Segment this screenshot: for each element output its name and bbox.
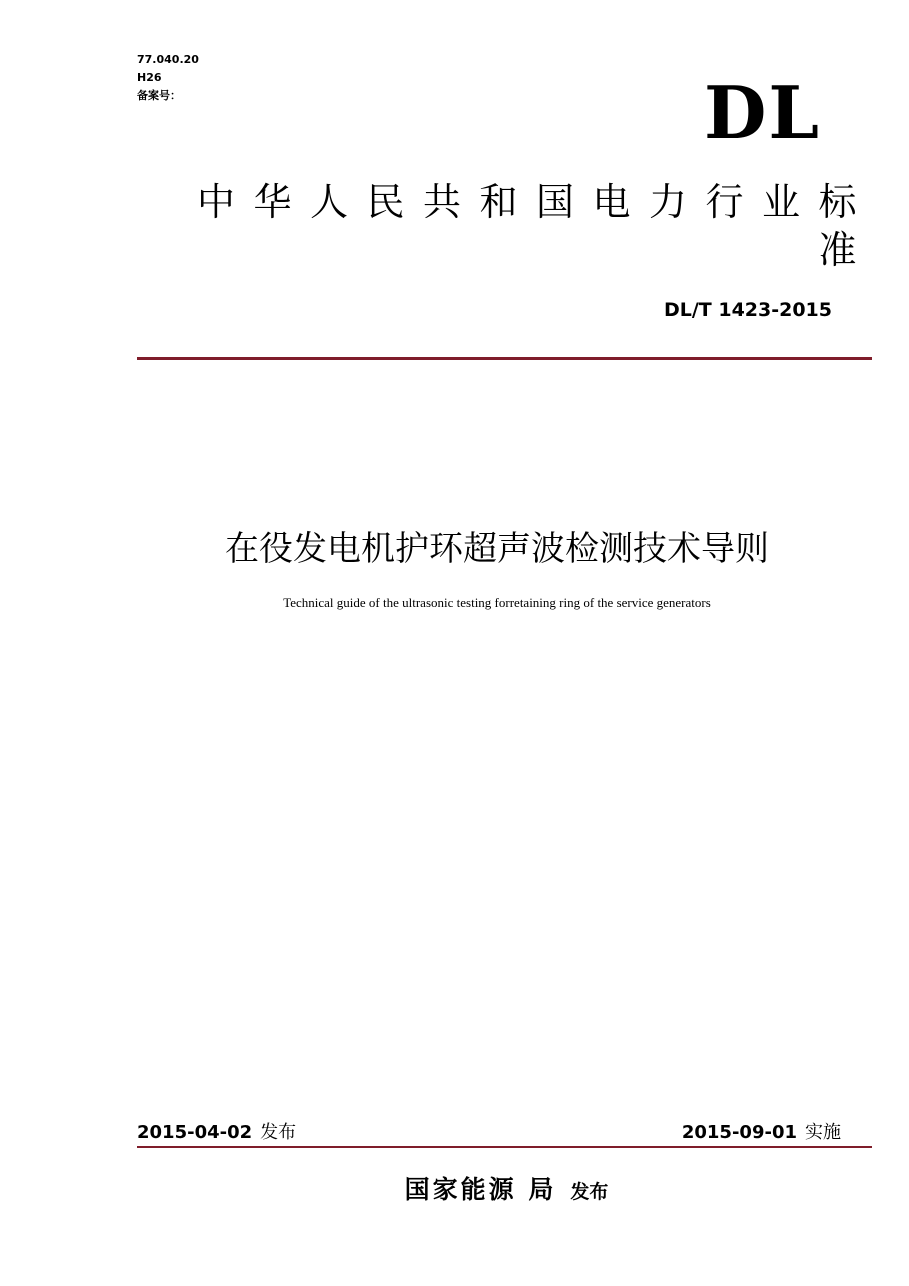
release-date-line — [137, 1121, 296, 1145]
ics-code: 77.040.20 — [137, 53, 199, 66]
bottom-divider — [137, 1146, 872, 1148]
standard-number: DL/T 1423-2015 — [663, 299, 832, 321]
document-title-chinese: 在役发电机护环超声波检测技术导则 — [225, 529, 769, 569]
implement-date: 2015-09-01 — [681, 1122, 797, 1143]
release-label: 发布 — [260, 1122, 297, 1143]
ccs-code: H26 — [137, 71, 162, 84]
publisher-line — [0, 1173, 909, 1210]
publisher-action: 发布 — [570, 1181, 609, 1203]
implement-date-line — [682, 1121, 841, 1145]
release-date: 2015-04-02 — [137, 1122, 253, 1143]
standard-category-title: 中华人民共和国电力行业标准 — [196, 180, 875, 272]
filing-number-label: 备案号： — [137, 89, 181, 102]
implement-label: 实施 — [805, 1122, 841, 1143]
top-divider — [137, 357, 872, 360]
document-title-english: Technical guide of the ultrasonic testing forretaining ring of the service generators — [283, 595, 711, 610]
dl-logo: DL — [703, 70, 821, 155]
publisher-name: 国家能源 局 — [404, 1175, 557, 1204]
